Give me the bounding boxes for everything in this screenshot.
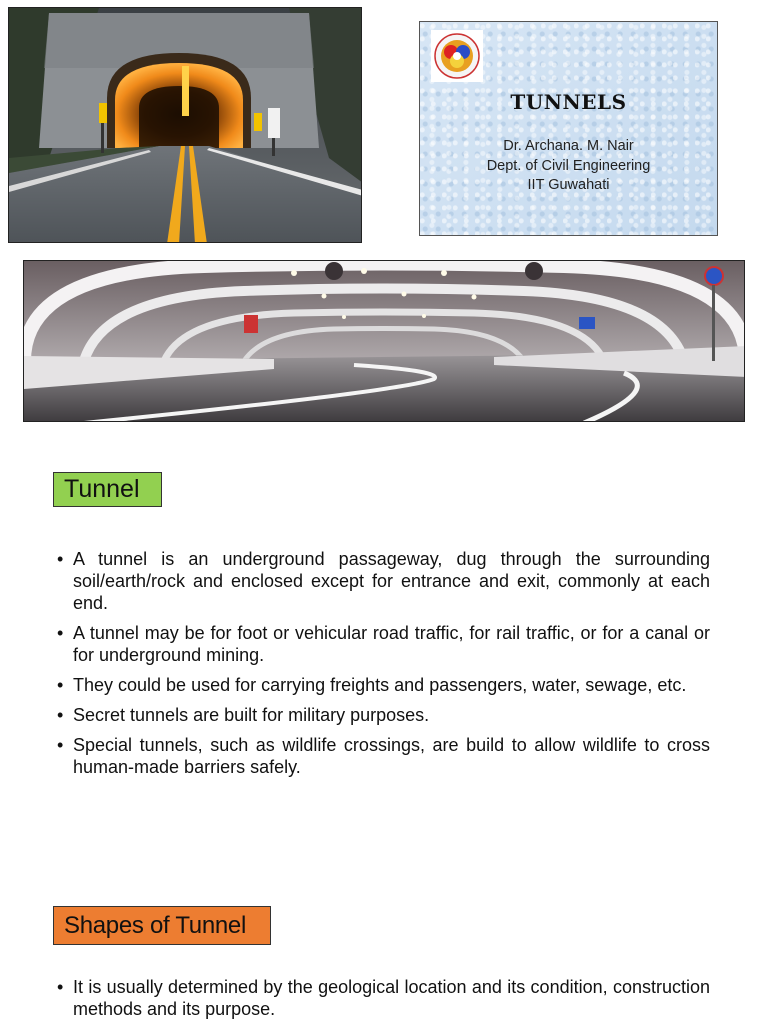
department-name: Dept. of Civil Engineering	[486, 158, 651, 174]
tunnel-interior-photo	[23, 260, 745, 422]
list-item	[57, 622, 710, 666]
tunnel-entrance-photo	[8, 7, 362, 243]
bullet-glyph: •	[57, 675, 64, 695]
shapes-bullet-list	[57, 976, 710, 1028]
bullet-text: Special tunnels, such as wildlife crossings, are build to allow wildlife to cross human-made barriers safely.	[73, 735, 710, 777]
bullet-text: A tunnel may be for foot or vehicular road traffic, for rail traffic, or for a canal or for underground mining.	[73, 623, 710, 665]
institute-logo	[431, 30, 483, 82]
bullet-glyph: •	[57, 977, 64, 997]
title-card	[419, 21, 718, 236]
section-heading-tunnel: Tunnel	[53, 472, 162, 507]
bullet-text: It is usually determined by the geological location and its condition, construction methods and its purpose.	[73, 977, 710, 1019]
institute-name: IIT Guwahati	[527, 177, 610, 193]
bullet-glyph: •	[57, 705, 64, 725]
tunnel-bullet-list	[57, 548, 710, 786]
bullet-text: They could be used for carrying freights and passengers, water, sewage, etc.	[73, 675, 687, 695]
presentation-title: TUNNELS	[510, 90, 627, 114]
list-item	[57, 674, 710, 696]
section-heading-shapes-of-tunnel: Shapes of Tunnel	[53, 906, 271, 945]
list-item	[57, 704, 710, 726]
bullet-glyph: •	[57, 549, 64, 569]
list-item	[57, 548, 710, 614]
bullet-text: Secret tunnels are built for military purposes.	[73, 705, 430, 725]
bullet-glyph: •	[57, 623, 64, 643]
bullet-text: A tunnel is an underground passageway, dug through the surrounding soil/earth/rock and enclosed except for entrance and exit, commonly at each end.	[73, 549, 710, 613]
list-item	[57, 734, 710, 778]
bullet-glyph: •	[57, 735, 64, 755]
list-item	[57, 976, 710, 1020]
author-name: Dr. Archana. M. Nair	[503, 138, 634, 154]
